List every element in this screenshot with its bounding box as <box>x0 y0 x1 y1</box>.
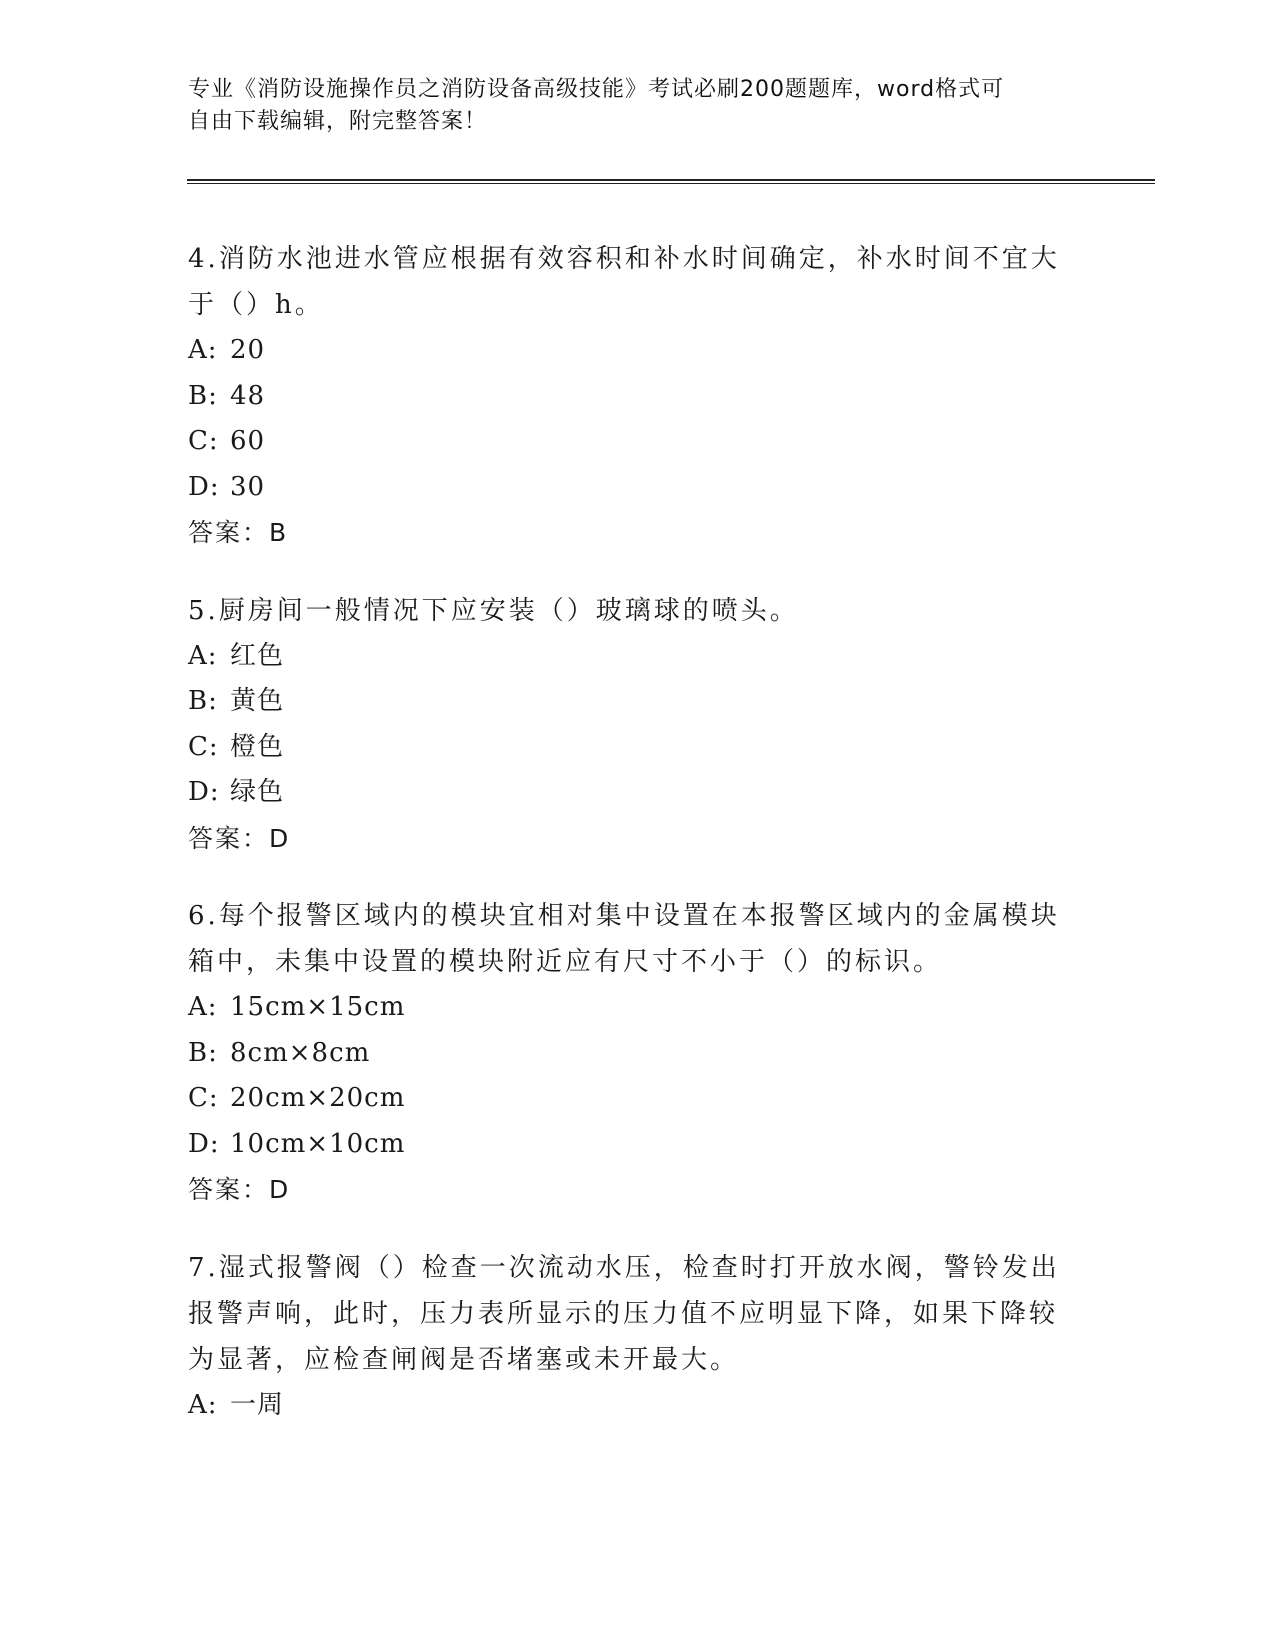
option-text: 20cm×20cm <box>230 1083 406 1113</box>
option-letter: A: <box>188 1389 218 1420</box>
question-6 <box>188 893 1068 1213</box>
option-d <box>188 465 1068 511</box>
question-stem <box>188 1245 1068 1383</box>
question-stem-line: 为显著，应检查闸阀是否堵塞或未开最大。 <box>188 1344 740 1375</box>
option-letter: A: <box>188 992 218 1022</box>
option-letter: D: <box>188 1128 220 1159</box>
option-text: 红色 <box>230 640 285 671</box>
question-stem-line: 6.每个报警区域内的模块宜相对集中设置在本报警区域内的金属模块 <box>188 901 1060 931</box>
option-text: 橙色 <box>230 731 285 762</box>
header-line-1: 专业《消防设施操作员之消防设备高级技能》考试必刷200题题库，word格式可 <box>188 77 1005 102</box>
option-text: 8cm×8cm <box>230 1037 371 1068</box>
question-4 <box>188 236 1068 556</box>
question-5 <box>188 588 1068 862</box>
option-a <box>188 1383 1068 1429</box>
option-text: 黄色 <box>230 686 285 716</box>
option-letter: C: <box>188 731 219 762</box>
option-letter: B: <box>188 380 218 411</box>
question-stem-line: 4.消防水池进水管应根据有效容积和补水时间确定，补水时间不宜大 <box>188 244 1060 274</box>
option-letter: C: <box>188 426 219 456</box>
header-line-2: 自由下载编辑，附完整答案！ <box>188 109 488 134</box>
question-stem-line: 5.厨房间一般情况下应安装（）玻璃球的喷头。 <box>188 595 799 626</box>
answer-label: 答案：D <box>188 1175 291 1204</box>
question-stem-line: 箱中，未集中设置的模块附近应有尺寸不小于（）的标识。 <box>188 947 943 977</box>
question-stem-line: 报警声响，此时，压力表所显示的压力值不应明显下降，如果下降较 <box>188 1298 1059 1329</box>
option-text: 绿色 <box>230 777 285 807</box>
option-b <box>188 679 1068 725</box>
question-stem-line: 于（）h。 <box>188 290 324 320</box>
option-text: 48 <box>230 380 266 411</box>
answer-label: 答案：D <box>188 823 291 853</box>
option-letter: B: <box>188 686 218 716</box>
option-letter: A: <box>188 335 218 365</box>
option-a <box>188 328 1068 374</box>
question-list <box>188 236 1068 1460</box>
option-a <box>188 634 1068 680</box>
header-divider-thin <box>187 183 1155 184</box>
option-text: 10cm×10cm <box>230 1128 406 1159</box>
question-stem <box>188 236 1068 328</box>
option-c <box>188 1076 1068 1122</box>
option-c <box>188 725 1068 771</box>
option-b <box>188 374 1068 420</box>
option-letter: B: <box>188 1037 218 1068</box>
option-letter: C: <box>188 1083 219 1113</box>
answer-label: 答案：B <box>188 518 289 547</box>
option-letter: D: <box>188 471 220 502</box>
option-letter: A: <box>188 640 218 671</box>
option-d <box>188 1122 1068 1168</box>
option-text: 一周 <box>230 1389 285 1420</box>
option-b <box>188 1031 1068 1077</box>
question-stem <box>188 588 1068 634</box>
option-text: 15cm×15cm <box>230 992 406 1022</box>
option-letter: D: <box>188 777 220 807</box>
question-stem <box>188 893 1068 985</box>
header-divider-thick <box>187 179 1155 181</box>
option-text: 20 <box>230 335 266 365</box>
question-stem-line: 7.湿式报警阀（）检查一次流动水压，检查时打开放水阀，警铃发出 <box>188 1252 1060 1283</box>
option-d <box>188 770 1068 816</box>
option-a <box>188 985 1068 1031</box>
option-text: 30 <box>230 471 266 502</box>
document-header <box>188 74 1068 138</box>
question-7 <box>188 1245 1068 1429</box>
option-c <box>188 419 1068 465</box>
option-text: 60 <box>230 426 266 456</box>
